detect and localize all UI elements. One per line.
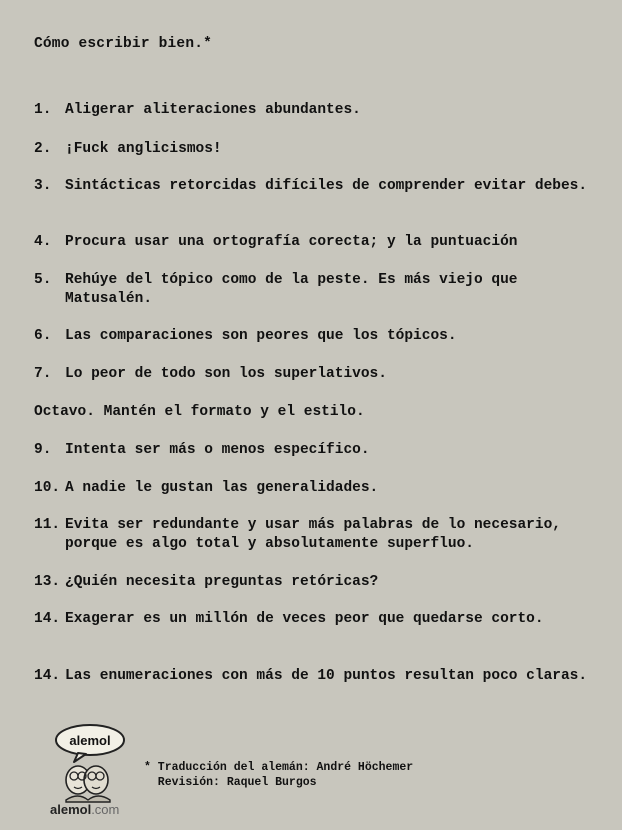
list-item bbox=[34, 479, 594, 498]
item-number: 11. bbox=[34, 517, 61, 533]
item-text: ¿Quién necesita preguntas retóricas? bbox=[65, 574, 379, 590]
list-item bbox=[34, 441, 594, 460]
item-number: 9. bbox=[34, 442, 52, 458]
item-text: Aligerar aliteraciones abundantes. bbox=[65, 102, 361, 118]
page-title: Cómo escribir bien.* bbox=[34, 36, 213, 52]
logo-badge-text: alemol bbox=[69, 733, 111, 748]
item-text: Evita ser redundante y usar más palabras de lo necesario, porque es algo total y absolutamente superfluo. bbox=[65, 517, 561, 552]
list-item bbox=[34, 365, 594, 384]
item-number: 13. bbox=[34, 574, 61, 590]
item-text: Procura usar una ortografía corecta; y la puntuación bbox=[65, 234, 518, 250]
item-number: 10. bbox=[34, 480, 61, 496]
item-number: 6. bbox=[34, 328, 52, 344]
list-item bbox=[34, 233, 594, 252]
item-text: ¡Fuck anglicismos! bbox=[65, 141, 222, 157]
item-text: A nadie le gustan las generalidades. bbox=[65, 480, 379, 496]
item-text: Rehúye del tópico como de la peste. Es más viejo que Matusalén. bbox=[65, 272, 518, 307]
item-text: Octavo. Mantén el formato y el estilo. bbox=[34, 404, 365, 420]
item-number: 14. bbox=[34, 668, 61, 684]
list-item bbox=[34, 140, 594, 159]
list-item bbox=[34, 271, 594, 309]
item-number: 14. bbox=[34, 611, 61, 627]
site-link[interactable] bbox=[50, 802, 119, 817]
item-text: Sintácticas retorcidas difíciles de comprender evitar debes. bbox=[65, 178, 588, 194]
footnote-revision: Revisión: Raquel Burgos bbox=[144, 776, 317, 789]
item-text: Las comparaciones son peores que los tópicos. bbox=[65, 328, 457, 344]
footnote bbox=[144, 760, 413, 790]
item-text: Las enumeraciones con más de 10 puntos resultan poco claras. bbox=[65, 668, 588, 684]
list-item bbox=[34, 101, 594, 120]
item-text: Lo peor de todo son los superlativos. bbox=[65, 366, 387, 382]
list-item bbox=[34, 667, 594, 686]
list-item bbox=[34, 573, 594, 592]
item-number: 2. bbox=[34, 141, 52, 157]
item-number: 5. bbox=[34, 272, 52, 288]
item-number: 3. bbox=[34, 178, 52, 194]
item-number: 7. bbox=[34, 366, 52, 382]
site-name: alemol bbox=[50, 802, 92, 817]
item-text: Exagerar es un millón de veces peor que quedarse corto. bbox=[65, 611, 544, 627]
list-item bbox=[34, 327, 594, 346]
item-number: 1. bbox=[34, 102, 52, 118]
list-item bbox=[34, 177, 594, 196]
list-item bbox=[34, 610, 594, 629]
list-item bbox=[34, 516, 594, 554]
footnote-translation: * Traducción del alemán: André Höchemer bbox=[144, 761, 414, 774]
item-text: Intenta ser más o menos específico. bbox=[65, 442, 370, 458]
list-item bbox=[34, 403, 594, 422]
site-domain: .com bbox=[91, 802, 120, 817]
item-number: 4. bbox=[34, 234, 52, 250]
